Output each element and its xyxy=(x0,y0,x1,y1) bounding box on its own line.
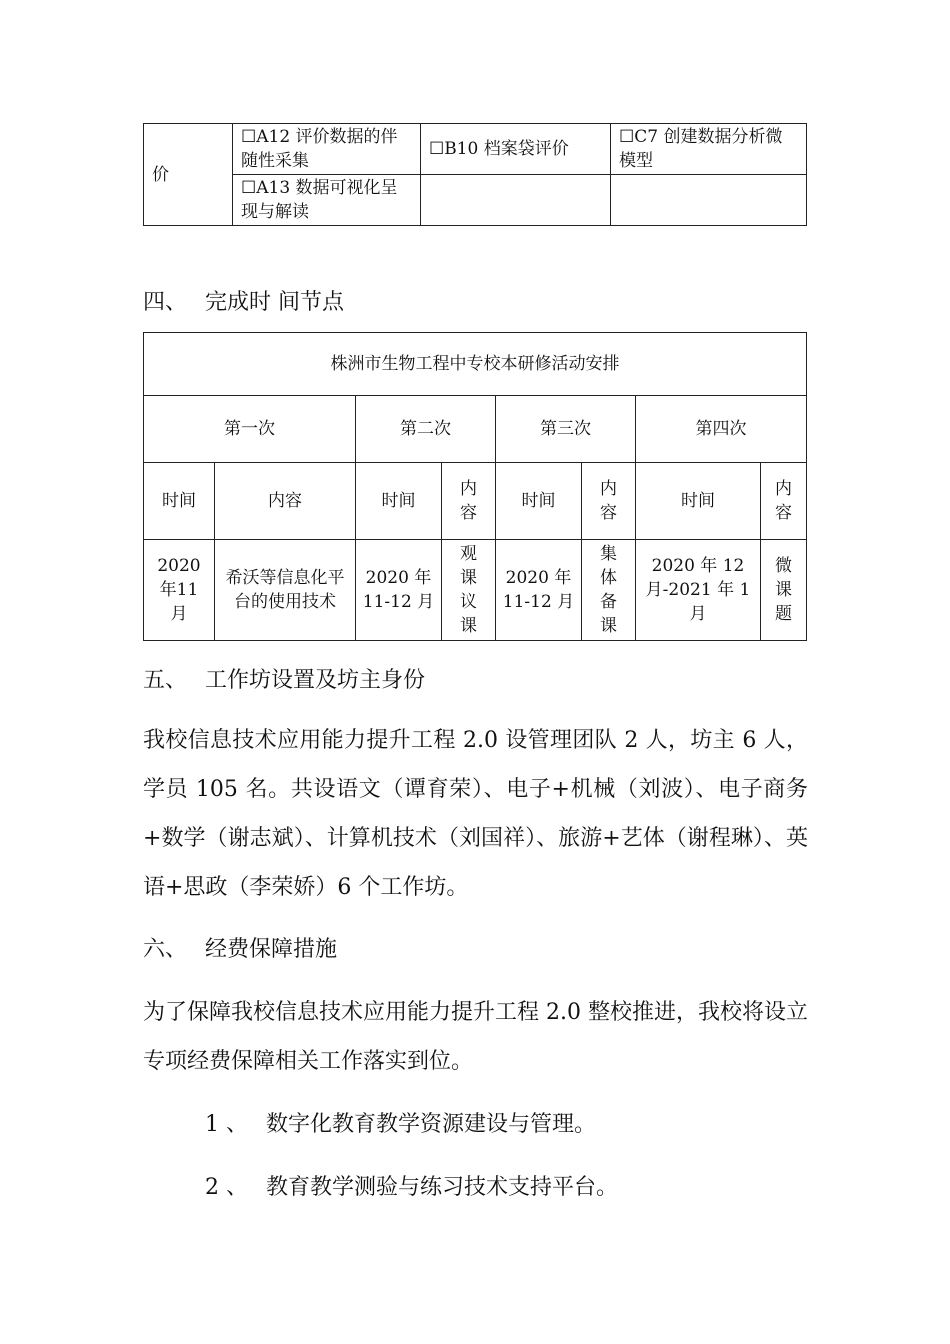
option-a12: ☐A12 评价数据的伴随性采集 xyxy=(233,124,421,175)
sub-header: 内容 xyxy=(215,463,356,540)
schedule-cell: 2020年11月 xyxy=(144,540,215,641)
empty-cell xyxy=(611,175,807,226)
sub-header: 内容 xyxy=(582,463,636,540)
round-header: 第四次 xyxy=(636,396,807,463)
sub-header: 时间 xyxy=(356,463,442,540)
workshop-paragraph: 我校信息技术应用能力提升工程 2.0 设管理团队 2 人，坊主 6 人，学员 105 名。共设语文（谭育荣）、电子+机械（刘波）、电子商务+数学（谢志斌）、计算机技术（刘国祥）、旅游+艺体（谢程琳）、英语+思政（李荣娇）6 个工作坊。 xyxy=(143,728,808,900)
item-text: 教育教学测验与练习技术支持平台。 xyxy=(266,1175,619,1200)
schedule-cell: 2020 年 12 月-2021 年 1 月 xyxy=(636,540,761,641)
sub-header: 时间 xyxy=(636,463,761,540)
schedule-cell: 2020 年 11-12 月 xyxy=(356,540,442,641)
evaluation-table xyxy=(143,123,807,226)
list-item xyxy=(205,1111,596,1139)
section-4-heading xyxy=(143,289,344,317)
section-title: 工作坊设置及坊主身份 xyxy=(205,668,426,693)
schedule-cell: 观课议课 xyxy=(442,540,496,641)
section-number: 五、 xyxy=(143,668,188,693)
sub-header: 时间 xyxy=(496,463,582,540)
round-header: 第三次 xyxy=(496,396,636,463)
section-number: 六、 xyxy=(143,937,188,962)
item-number: 1 、 xyxy=(205,1112,248,1137)
list-item xyxy=(205,1174,618,1202)
schedule-cell: 微课题 xyxy=(761,540,807,641)
funding-paragraph: 为了保障我校信息技术应用能力提升工程 2.0 整校推进，我校将设立专项经费保障相关工作落实到位。 xyxy=(143,1000,808,1074)
sub-header: 内容 xyxy=(442,463,496,540)
section-5-heading xyxy=(143,667,425,695)
row-label: 价 xyxy=(144,124,233,226)
section-title: 完成时 间节点 xyxy=(205,290,345,315)
round-header: 第一次 xyxy=(144,396,356,463)
option-a13: ☐A13 数据可视化呈现与解读 xyxy=(233,175,421,226)
option-c7: ☐C7 创建数据分析微模型 xyxy=(611,124,807,175)
item-number: 2 、 xyxy=(205,1175,248,1200)
section-6-heading xyxy=(143,936,337,964)
section-number: 四、 xyxy=(143,290,188,315)
schedule-table xyxy=(143,332,807,641)
schedule-title: 株洲市生物工程中专校本研修活动安排 xyxy=(144,333,807,396)
schedule-cell: 集体备课 xyxy=(582,540,636,641)
schedule-cell: 2020 年 11-12 月 xyxy=(496,540,582,641)
round-header: 第二次 xyxy=(356,396,496,463)
empty-cell xyxy=(421,175,611,226)
schedule-cell: 希沃等信息化平台的使用技术 xyxy=(215,540,356,641)
sub-header: 内容 xyxy=(761,463,807,540)
item-text: 数字化教育教学资源建设与管理。 xyxy=(266,1112,597,1137)
option-b10: ☐B10 档案袋评价 xyxy=(421,124,611,175)
sub-header: 时间 xyxy=(144,463,215,540)
section-title: 经费保障措施 xyxy=(205,937,338,962)
